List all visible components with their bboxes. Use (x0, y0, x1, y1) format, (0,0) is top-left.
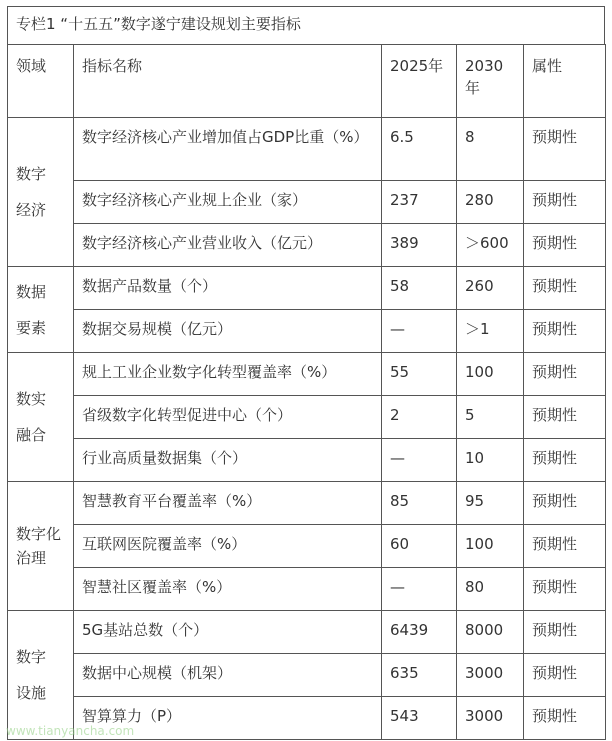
value-2030-cell: 8000 (457, 611, 524, 654)
table-row (8, 525, 606, 568)
attribute-cell: 预期性 (524, 439, 606, 482)
value-2025-cell: 389 (382, 224, 457, 267)
attribute-cell: 预期性 (524, 697, 606, 740)
table-row (8, 482, 606, 525)
domain-cell: 数字化 治理 (8, 482, 74, 611)
table-row (8, 611, 606, 654)
attribute-cell: 预期性 (524, 525, 606, 568)
value-2025-cell: 60 (382, 525, 457, 568)
value-2030-cell: 260 (457, 267, 524, 310)
domain-cell: 数字 设施 (8, 611, 74, 740)
indicator-name-cell: 数字经济核心产业规上企业（家） (74, 181, 382, 224)
indicator-name-cell: 智算算力（P） (74, 697, 382, 740)
value-2025-cell: — (382, 439, 457, 482)
table-row (8, 310, 606, 353)
attribute-cell: 预期性 (524, 396, 606, 439)
indicator-name-cell: 智慧社区覆盖率（%） (74, 568, 382, 611)
indicator-name-cell: 5G基站总数（个） (74, 611, 382, 654)
value-2030-cell: 80 (457, 568, 524, 611)
table-body (8, 45, 606, 740)
table-row (8, 353, 606, 396)
value-2025-cell: 2 (382, 396, 457, 439)
table-row (8, 396, 606, 439)
attribute-cell: 预期性 (524, 654, 606, 697)
value-2025-cell: 55 (382, 353, 457, 396)
watermark: www.tianyancha.com (6, 724, 135, 738)
value-2025-cell: 58 (382, 267, 457, 310)
value-2030-cell: 8 (457, 118, 524, 181)
domain-cell: 数据 要素 (8, 267, 74, 353)
indicator-name-cell: 数据中心规模（机架） (74, 654, 382, 697)
attribute-cell: 预期性 (524, 310, 606, 353)
value-2030-cell: ＞1 (457, 310, 524, 353)
attribute-cell: 预期性 (524, 224, 606, 267)
value-2025-cell: — (382, 568, 457, 611)
header-2025: 2025年 (382, 45, 457, 118)
indicator-name-cell: 互联网医院覆盖率（%） (74, 525, 382, 568)
value-2030-cell: 10 (457, 439, 524, 482)
value-2025-cell: 6439 (382, 611, 457, 654)
header-row (8, 45, 606, 118)
value-2030-cell: 100 (457, 525, 524, 568)
value-2030-cell: 5 (457, 396, 524, 439)
indicator-name-cell: 行业高质量数据集（个） (74, 439, 382, 482)
header-indicator-name: 指标名称 (74, 45, 382, 118)
indicator-name-cell: 智慧教育平台覆盖率（%） (74, 482, 382, 525)
indicator-name-cell: 数字经济核心产业营业收入（亿元） (74, 224, 382, 267)
table-row (8, 267, 606, 310)
indicator-name-cell: 省级数字化转型促进中心（个） (74, 396, 382, 439)
indicator-name-cell: 数据交易规模（亿元） (74, 310, 382, 353)
value-2030-cell: 95 (457, 482, 524, 525)
value-2030-cell: 280 (457, 181, 524, 224)
domain-cell: 数实 融合 (8, 353, 74, 482)
header-attribute: 属性 (524, 45, 606, 118)
value-2025-cell: — (382, 310, 457, 353)
attribute-cell: 预期性 (524, 267, 606, 310)
indicator-name-cell: 规上工业企业数字化转型覆盖率（%） (74, 353, 382, 396)
table-title: 专栏1 “十五五”数字遂宁建设规划主要指标 (7, 6, 605, 44)
header-domain: 领域 (8, 45, 74, 118)
value-2025-cell: 543 (382, 697, 457, 740)
table-row (8, 118, 606, 181)
value-2025-cell: 85 (382, 482, 457, 525)
value-2025-cell: 237 (382, 181, 457, 224)
table-row (8, 568, 606, 611)
table-row (8, 654, 606, 697)
value-2025-cell: 635 (382, 654, 457, 697)
attribute-cell: 预期性 (524, 118, 606, 181)
domain-cell: 数字 经济 (8, 118, 74, 267)
attribute-cell: 预期性 (524, 181, 606, 224)
header-2030: 2030年 (457, 45, 524, 118)
attribute-cell: 预期性 (524, 353, 606, 396)
indicator-name-cell: 数据产品数量（个） (74, 267, 382, 310)
table-row (8, 224, 606, 267)
value-2030-cell: 100 (457, 353, 524, 396)
value-2030-cell: 3000 (457, 654, 524, 697)
indicator-name-cell: 数字经济核心产业增加值占GDP比重（%） (74, 118, 382, 181)
attribute-cell: 预期性 (524, 482, 606, 525)
table-row (8, 439, 606, 482)
value-2030-cell: ＞600 (457, 224, 524, 267)
value-2030-cell: 3000 (457, 697, 524, 740)
table-row (8, 181, 606, 224)
indicator-table (7, 44, 606, 740)
value-2025-cell: 6.5 (382, 118, 457, 181)
attribute-cell: 预期性 (524, 568, 606, 611)
attribute-cell: 预期性 (524, 611, 606, 654)
